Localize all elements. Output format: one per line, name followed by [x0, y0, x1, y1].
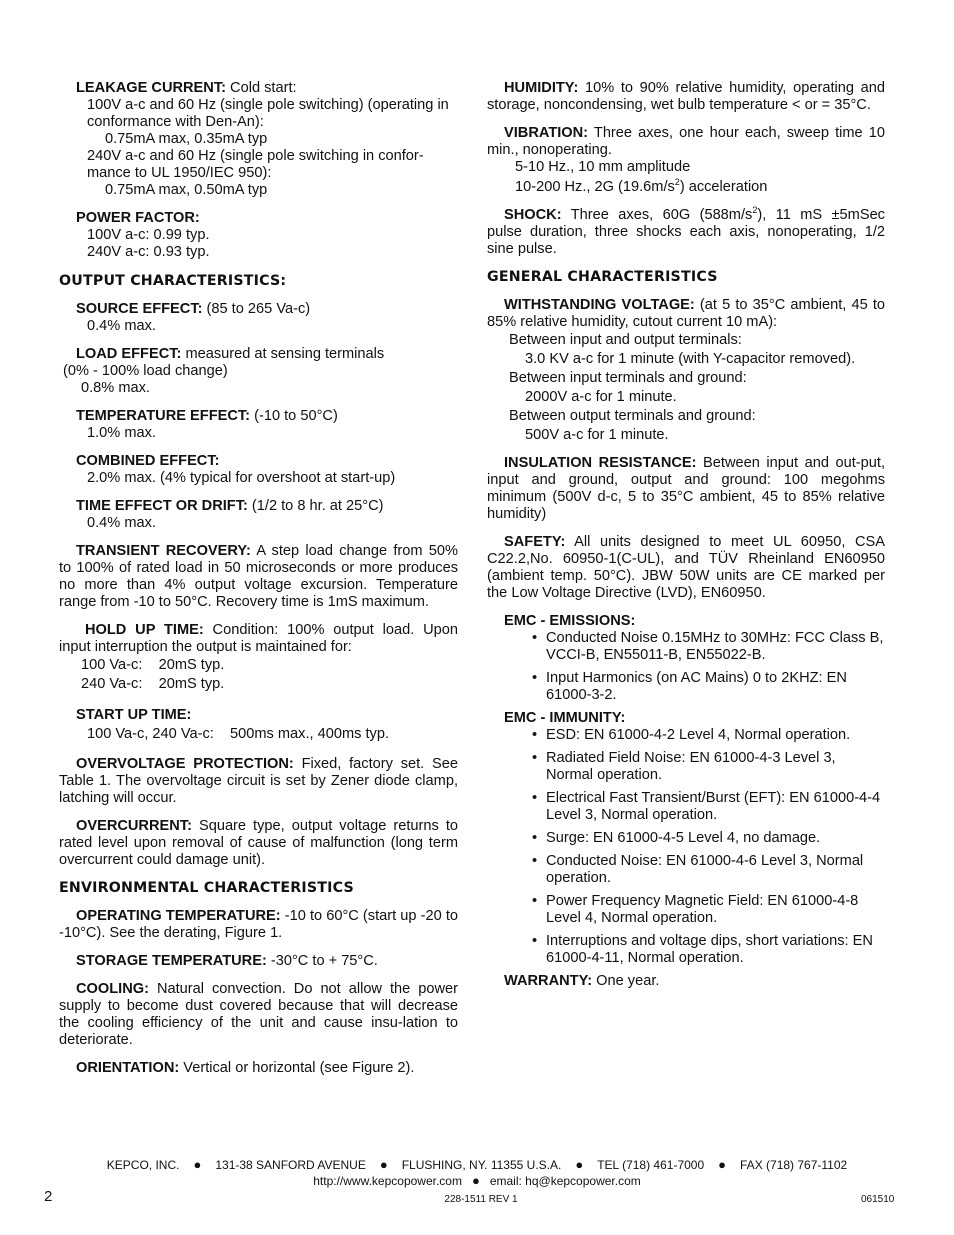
environmental-characteristics-heading: ENVIRONMENTAL CHARACTERISTICS: [59, 880, 354, 896]
cooling-spec: [59, 981, 458, 1049]
emc-immunity-label: EMC - IMMUNITY:: [504, 710, 626, 726]
bullet-icon: ●: [193, 1157, 202, 1172]
leakage-current-spec: [59, 80, 458, 199]
load-effect-text: measured at sensing terminals: [181, 346, 385, 362]
document-code: 228-1511 REV 1: [444, 1194, 518, 1205]
safety-spec: [487, 534, 885, 602]
page-number: 2: [44, 1188, 53, 1205]
footer-city: FLUSHING, NY. 11355 U.S.A.: [401, 1158, 562, 1172]
hold-up-time-text: Condition: 100% output load. Upon input interruption the output is maintained for:: [59, 622, 459, 655]
load-effect-value: 0.8% max.: [81, 380, 150, 396]
bullet-icon: ●: [718, 1157, 727, 1172]
safety-text: All units designed to meet UL 60950, CSA C22.2,No. 60950-1(C-UL), and TÜV Rheinland EN60950 (ambient temp. 50°C). JBW 50W units are CE marked per the Low Voltage Directive (LVD), EN60950.: [487, 534, 885, 601]
footer-address: 131-38 SANFORD AVENUE: [215, 1158, 366, 1172]
overvoltage-protection-text: Fixed, factory set. See Table 1. The overvoltage circuit is set by Zener diode clamp, latching will occur.: [59, 756, 458, 806]
vibration-label: VIBRATION:: [504, 125, 589, 141]
footer-company: KEPCO, INC.: [106, 1158, 180, 1172]
start-up-time-spec: [59, 707, 458, 743]
vibration-high-freq: 10-200 Hz., 2G $(19.6m/s^2)$ acceleration: [515, 177, 768, 195]
start-up-time-value: 100 Va-c, 240 Va-c: 500ms max., 400ms typ.: [87, 726, 390, 742]
leakage-240v-value: 0.75mA max, 0.50mA typ: [105, 182, 268, 198]
source-effect-text: (85 to 265 Va-c): [202, 301, 311, 317]
time-effect-label: TIME EFFECT OR DRIFT:: [76, 498, 248, 514]
humidity-label: HUMIDITY:: [504, 80, 579, 96]
humidity-spec: [487, 80, 885, 114]
load-effect-range: (0% - 100% load change): [63, 363, 228, 379]
hold-up-time-spec: [59, 622, 458, 693]
safety-label: SAFETY:: [504, 534, 566, 550]
vibration-low-freq: 5-10 Hz., 10 mm amplitude: [515, 159, 691, 175]
orientation-label: ORIENTATION:: [76, 1060, 180, 1076]
storage-temperature-text: -30°C to + 75°C.: [266, 953, 378, 969]
withstanding-in-ground-value: 2000V a-c for 1 minute.: [525, 389, 677, 405]
bullet-icon: ●: [471, 1173, 480, 1188]
power-factor-100v: 100V a-c: 0.99 typ.: [87, 227, 210, 243]
hold-up-100v: 100 Va-c: 20mS typ.: [81, 657, 225, 673]
temperature-effect-label: TEMPERATURE EFFECT:: [76, 408, 251, 424]
overcurrent-label: OVERCURRENT:: [76, 818, 192, 834]
footer-address-line: [0, 1158, 954, 1172]
right-column: [487, 80, 885, 1001]
list-item: • Radiated Field Noise: EN 61000-4-3 Level 3, Normal operation.: [487, 750, 885, 784]
shock-spec: SHOCK: Three axes, 60G $(588m/s^2)$, 11 mS ±5mSec pulse duration, three shocks each axis, nonoperating, 1/2 sine pulse.: [487, 205, 885, 257]
withstanding-out-ground: Between output terminals and ground:: [509, 408, 756, 424]
vibration-text: Three axes, one hour each, sweep time 10 min., nonoperating.: [487, 125, 885, 158]
time-effect-value: 0.4% max.: [87, 515, 156, 531]
overcurrent-spec: [59, 818, 458, 869]
footer-contact-line: [0, 1174, 954, 1188]
withstanding-voltage-label: WITHSTANDING VOLTAGE:: [504, 297, 695, 313]
list-item: • Input Harmonics (on AC Mains) 0 to 2KHZ: EN 61000-3-2.: [487, 670, 885, 704]
power-factor-label: POWER FACTOR:: [76, 210, 200, 226]
source-effect-spec: [59, 301, 458, 335]
hold-up-240v: 240 Va-c: 20mS typ.: [81, 676, 225, 692]
list-item: • Interruptions and voltage dips, short variations: EN 61000-4-11, Normal operation.: [487, 933, 885, 967]
withstanding-voltage-spec: [487, 297, 885, 444]
list-item: • Electrical Fast Transient/Burst (EFT): EN 61000-4-4 Level 3, Normal operation.: [487, 790, 885, 824]
combined-effect-label: COMBINED EFFECT:: [76, 453, 220, 469]
time-effect-text: (1/2 to 8 hr. at 25°C): [247, 498, 384, 514]
emc-emissions-spec: [487, 613, 885, 704]
insulation-resistance-text: Between input and out-put, input and ground, output and ground: 100 megohms minimum (500V d-c, 5 to 35°C ambient, 45 to 85% relative humidity): [487, 455, 885, 522]
temperature-effect-value: 1.0% max.: [87, 425, 156, 441]
shock-label: SHOCK:: [504, 207, 562, 223]
left-column: [59, 80, 458, 1088]
output-characteristics-heading: OUTPUT CHARACTERISTICS:: [59, 273, 287, 289]
orientation-text: Vertical or horizontal (see Figure 2).: [179, 1060, 415, 1076]
transient-recovery-text: A step load change from 50% to 100% of rated load in 50 microseconds or more produces no more than 4% output voltage excursion. Temperature range from -10 to 50°C. Recovery time is 1mS maximum.: [59, 543, 458, 610]
operating-temperature-spec: [59, 908, 458, 942]
footer-email[interactable]: email: hq@kepcopower.com: [489, 1174, 641, 1188]
insulation-resistance-label: INSULATION RESISTANCE:: [504, 455, 697, 471]
leakage-100v: 100V a-c and 60 Hz (single pole switching) (operating in conformance with Den-An):: [87, 97, 449, 130]
operating-temperature-text: -10 to 60°C (start up -20 to -10°C). See the derating, Figure 1.: [59, 908, 458, 941]
withstanding-voltage-text: (at 5 to 35°C ambient, 45 to 85% relative humidity, cutout current 10 mA):: [487, 297, 885, 330]
list-item: • Power Frequency Magnetic Field: EN 61000-4-8 Level 4, Normal operation.: [487, 893, 885, 927]
vibration-spec: [487, 125, 885, 196]
time-effect-spec: [59, 498, 458, 532]
list-item: • Conducted Noise 0.15MHz to 30MHz: FCC Class B, VCCI-B, EN55011-B, EN55022-B.: [487, 630, 885, 664]
cooling-label: COOLING:: [76, 981, 149, 997]
withstanding-in-ground: Between input terminals and ground:: [509, 370, 747, 386]
overvoltage-protection-label: OVERVOLTAGE PROTECTION:: [76, 756, 294, 772]
footer-tel: TEL (718) 461-7000: [597, 1158, 705, 1172]
emc-emissions-label: EMC - EMISSIONS:: [504, 613, 636, 629]
overcurrent-text: Square type, output voltage returns to rated level upon removal of cause of malfunction (long term overcurrent could damage unit).: [59, 818, 458, 868]
withstanding-in-out: Between input and output terminals:: [509, 332, 742, 348]
operating-temperature-label: OPERATING TEMPERATURE:: [76, 908, 281, 924]
transient-recovery-label: TRANSIENT RECOVERY:: [76, 543, 251, 559]
cooling-text: Natural convection. Do not allow the power supply to become dust covered because that will decrease the cooling efficiency of the unit and cause insu-lation to deteriorate.: [59, 981, 458, 1048]
list-item: • Conducted Noise: EN 61000-4-6 Level 3, Normal operation.: [487, 853, 885, 887]
bullet-icon: ●: [575, 1157, 584, 1172]
power-factor-spec: [59, 210, 458, 261]
power-factor-240v: 240V a-c: 0.93 typ.: [87, 244, 210, 260]
leakage-current-label: LEAKAGE CURRENT:: [76, 80, 226, 96]
warranty-spec: [487, 973, 885, 990]
storage-temperature-spec: [59, 953, 458, 970]
humidity-text: 10% to 90% relative humidity, operating and storage, noncondensing, wet bulb temperature < or = 35°C.: [487, 80, 885, 113]
footer-fax: FAX (718) 767-1102: [740, 1158, 848, 1172]
list-item: • ESD: EN 61000-4-2 Level 4, Normal operation.: [487, 727, 885, 744]
document-date: 061510: [861, 1194, 895, 1205]
shock-text: Three axes, 60G (588m/s: [561, 207, 753, 223]
warranty-label: WARRANTY:: [504, 973, 593, 989]
load-effect-spec: [59, 346, 458, 397]
source-effect-value: 0.4% max.: [87, 318, 156, 334]
load-effect-label: LOAD EFFECT:: [76, 346, 182, 362]
orientation-spec: [59, 1060, 458, 1077]
withstanding-out-ground-value: 500V a-c for 1 minute.: [525, 427, 669, 443]
combined-effect-spec: [59, 453, 458, 487]
leakage-current-text: Cold start:: [226, 80, 297, 96]
withstanding-in-out-value: 3.0 KV a-c for 1 minute (with Y-capacitor removed).: [525, 351, 856, 367]
leakage-100v-value: 0.75mA max, 0.35mA typ: [105, 131, 268, 147]
warranty-text: One year.: [592, 973, 660, 989]
footer-website-link[interactable]: http://www.kepcopower.com: [313, 1174, 462, 1188]
source-effect-label: SOURCE EFFECT:: [76, 301, 203, 317]
temperature-effect-spec: [59, 408, 458, 442]
temperature-effect-text: (-10 to 50°C): [250, 408, 338, 424]
emc-immunity-spec: [487, 710, 885, 967]
leakage-240v: 240V a-c and 60 Hz (single pole switching in confor-mance to UL 1950/IEC 950):: [87, 148, 424, 181]
bullet-icon: ●: [379, 1157, 388, 1172]
transient-recovery-spec: [59, 543, 458, 611]
hold-up-time-label: HOLD UP TIME:: [85, 622, 204, 638]
list-item: • Surge: EN 61000-4-5 Level 4, no damage.: [487, 830, 885, 847]
overvoltage-protection-spec: [59, 756, 458, 807]
storage-temperature-label: STORAGE TEMPERATURE:: [76, 953, 267, 969]
general-characteristics-heading: GENERAL CHARACTERISTICS: [487, 269, 718, 285]
combined-effect-value: 2.0% max. (4% typical for overshoot at start-up): [87, 470, 396, 486]
start-up-time-label: START UP TIME:: [76, 707, 192, 723]
insulation-resistance-spec: [487, 455, 885, 523]
